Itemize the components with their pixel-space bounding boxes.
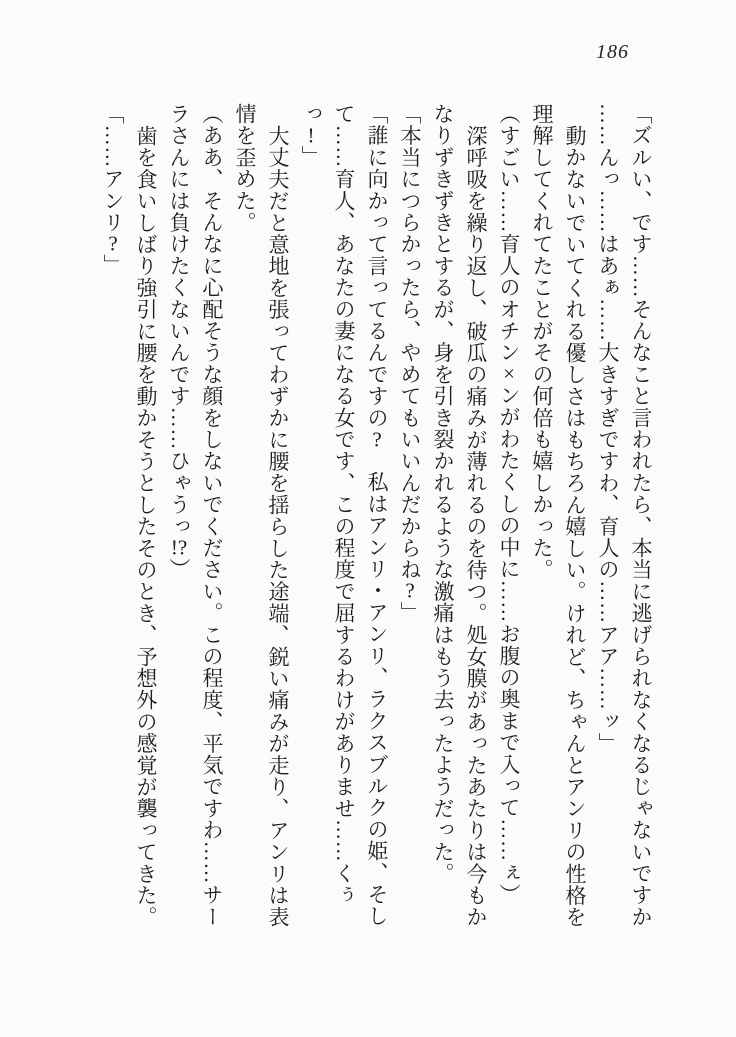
text-column: て……育人、あなたの妻になる女です、この程度で屈するわけがありませ……くぅ (332, 103, 356, 906)
page-number: 186 (596, 41, 629, 63)
tatechuyoko-mark: ! (307, 124, 315, 146)
tatechuyoko-mark: ? (405, 580, 415, 602)
text-column: 「本当につらかったら、やめてもいいんだからね?」 (398, 103, 422, 624)
tatechuyoko-mark: ? (108, 233, 118, 255)
text-column: 「ズルい、です……そんなこと言われたら、本当に逃げられなくなるじゃないですか (629, 103, 653, 928)
text-column: っ!」 (299, 103, 323, 168)
text-column: なりずきずきとするが、身を引き裂かれるような激痛はもう去ったようだった。 (431, 103, 455, 885)
vertical-text-block (96, 103, 657, 939)
text-column: （ああ、そんなに心配そうな顔をしないでください。この程度、平気ですわ……サー (200, 103, 224, 928)
text-column: ……んっ……はあぁ……大きすぎですわ、育人の……アア……ッ」 (596, 103, 620, 754)
text-column: （すごい……育人のオチン×ンがわたくしの中に……お腹の奥まで入って……ぇ） (497, 103, 521, 906)
text-column: 理解してくれてたことがその何倍も嬉しかった。 (530, 103, 554, 581)
text-column: 「……アンリ?」 (101, 103, 125, 276)
text-column: ラさんには負けたくないんです……ひゃうっ!?） (167, 103, 191, 580)
text-column: 情を歪めた。 (233, 103, 257, 234)
text-column: 「誰に向かって言ってるんですの? 私はアンリ・アンリ、ラクスブルクの姫、そし (365, 103, 389, 927)
text-column: 大丈夫だと意地を張ってわずかに腰を揺らした途端、鋭い痛みが走り、アンリは表 (266, 124, 290, 928)
text-column: 歯を食いしばり強引に腰を動かそうとしたそのとき、予想外の感覚が襲ってきた。 (134, 124, 158, 928)
text-column: 動かないでいてくれる優しさはもちろん嬉しい。けれど、ちゃんとアンリの性格を (563, 124, 587, 928)
tatechuyoko-mark: ? (372, 428, 382, 450)
tatechuyoko-mark: × (503, 363, 515, 385)
text-column: 深呼吸を繰り返し、破瓜の痛みが薄れるのを待つ。処女膜があったあたりは今もか (464, 124, 488, 928)
tatechuyoko-mark: !? (170, 537, 188, 558)
